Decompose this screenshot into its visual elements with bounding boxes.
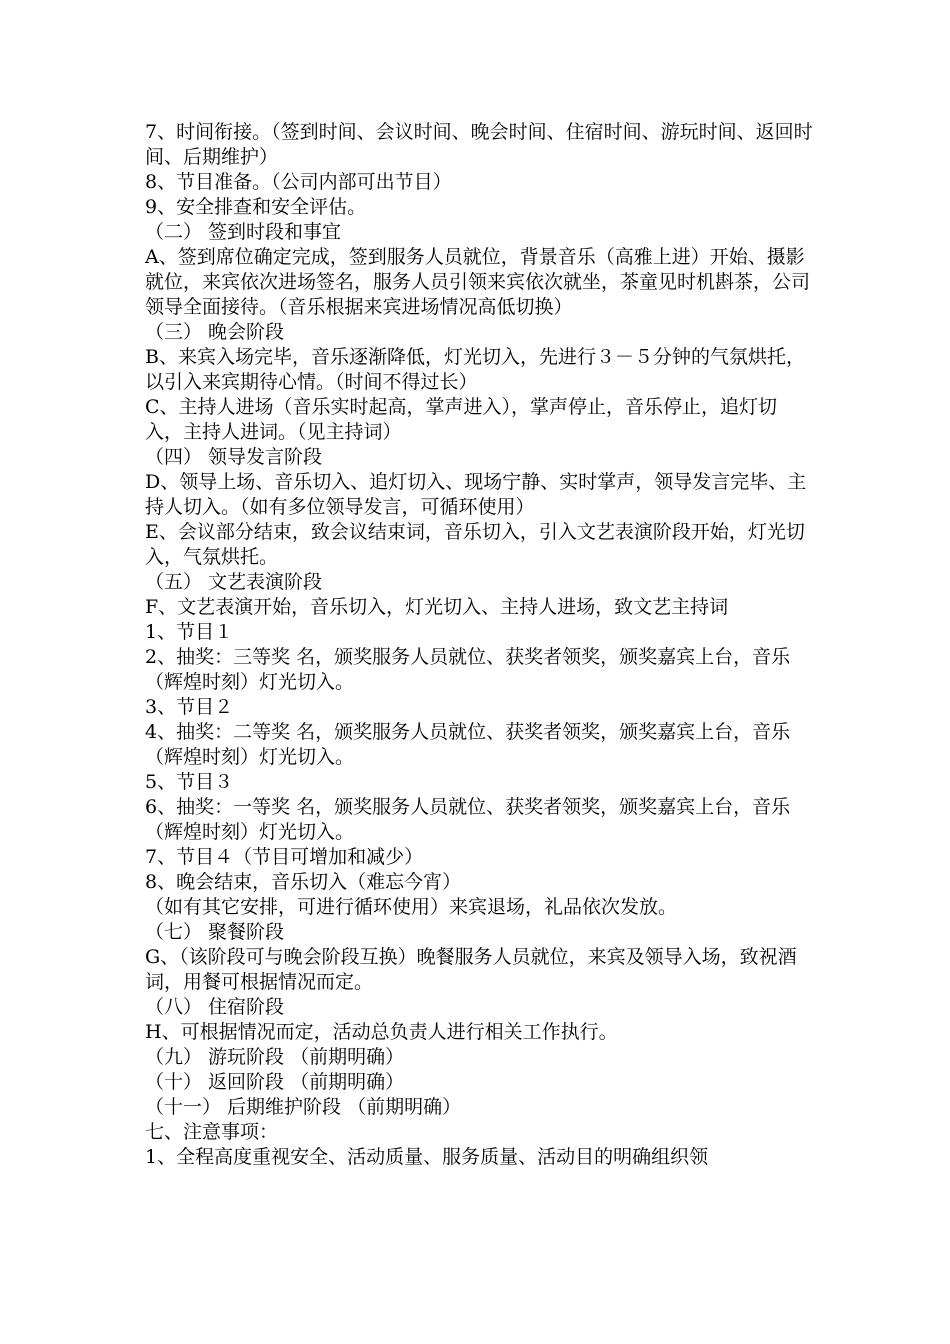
paragraph-signin-details: A、签到席位确定完成，签到服务人员就位，背景音乐（高雅上进）开始、摄影就位，来宾依次进场签名，服务人员引领来宾依次就坐，茶童见时机斟茶，公司领导全面接待。（音乐根据来宾进场情况高低切换） — [145, 246, 811, 318]
paragraph-accommodation: H、可根据情况而定，活动总负责人进行相关工作执行。 — [145, 1021, 618, 1043]
list-item-lottery-second: 4、抽奖：二等奖 名，颁奖服务人员就位、获奖者领奖，颁奖嘉宾上台，音乐（辉煌时刻）灯光切入。 — [145, 721, 791, 768]
paragraph-guest-entry: B、来宾入场完毕，音乐逐渐降低，灯光切入，先进行３－５分钟的气氛烘托，以引入来宾期待心情。（时间不得过长） — [145, 346, 805, 393]
section-heading-return: （十） 返回阶段 （前期明确） — [145, 1071, 405, 1093]
list-item-program-1: 1、节目１ — [145, 621, 234, 643]
section-heading-signin: （二） 签到时段和事宜 — [145, 221, 342, 243]
section-heading-dinner: （七） 聚餐阶段 — [145, 921, 285, 943]
section-heading-notes: 七、注意事项： — [145, 1121, 279, 1143]
paragraph-dinner: G、（该阶段可与晚会阶段互换）晚餐服务人员就位，来宾及领导入场，致祝酒词，用餐可根据情况而定。 — [145, 946, 797, 993]
document-body — [145, 120, 815, 1170]
paragraph-guest-exit: （如有其它安排，可进行循环使用）来宾退场，礼品依次发放。 — [145, 896, 678, 918]
paragraph-time-connection: 7、时间衔接。（签到时间、会议时间、晚会时间、住宿时间、游玩时间、返回时间、后期维护） — [145, 121, 813, 168]
paragraph-safety-check: 9、安全排查和安全评估。 — [145, 196, 367, 218]
paragraph-program-preparation: 8、节目准备。（公司内部可出节目） — [145, 171, 452, 193]
list-item-lottery-third: 2、抽奖：三等奖 名，颁奖服务人员就位、获奖者领奖，颁奖嘉宾上台，音乐（辉煌时刻）灯光切入。 — [145, 646, 791, 693]
section-heading-maintenance: （十一） 后期维护阶段 （前期明确） — [145, 1096, 462, 1118]
list-item-program-4: 7、节目４（节目可增加和减少） — [145, 846, 424, 868]
list-item-lottery-first: 6、抽奖：一等奖 名，颁奖服务人员就位、获奖者领奖，颁奖嘉宾上台，音乐（辉煌时刻）灯光切入。 — [145, 796, 791, 843]
paragraph-host-entry: C、主持人进场（音乐实时起高，掌声进入），掌声停止，音乐停止，追灯切入，主持人进词。（见主持词） — [145, 396, 778, 443]
section-heading-sightseeing: （九） 游玩阶段 （前期明确） — [145, 1046, 405, 1068]
section-heading-leader-speech: （四） 领导发言阶段 — [145, 446, 323, 468]
section-heading-accommodation: （八） 住宿阶段 — [145, 996, 285, 1018]
paragraph-note-1: 1、全程高度重视安全、活动质量、服务质量、活动目的明确组织领 — [145, 1146, 709, 1168]
list-item-party-end: 8、晚会结束，音乐切入（难忘今宵） — [145, 871, 462, 893]
list-item-program-3: 5、节目３ — [145, 771, 234, 793]
paragraph-meeting-end: E、会议部分结束，致会议结束词，音乐切入，引入文艺表演阶段开始，灯光切入，气氛烘托。 — [145, 521, 805, 568]
section-heading-performance: （五） 文艺表演阶段 — [145, 571, 323, 593]
list-item-program-2: 3、节目２ — [145, 696, 234, 718]
paragraph-leader-speech: D、领导上场、音乐切入、追灯切入、现场宁静、实时掌声，领导发言完毕、主持人切入。（如有多位领导发言，可循环使用） — [145, 471, 807, 518]
paragraph-performance-start: F、文艺表演开始，音乐切入，灯光切入、主持人进场，致文艺主持词 — [145, 596, 729, 618]
section-heading-party: （三） 晚会阶段 — [145, 321, 285, 343]
